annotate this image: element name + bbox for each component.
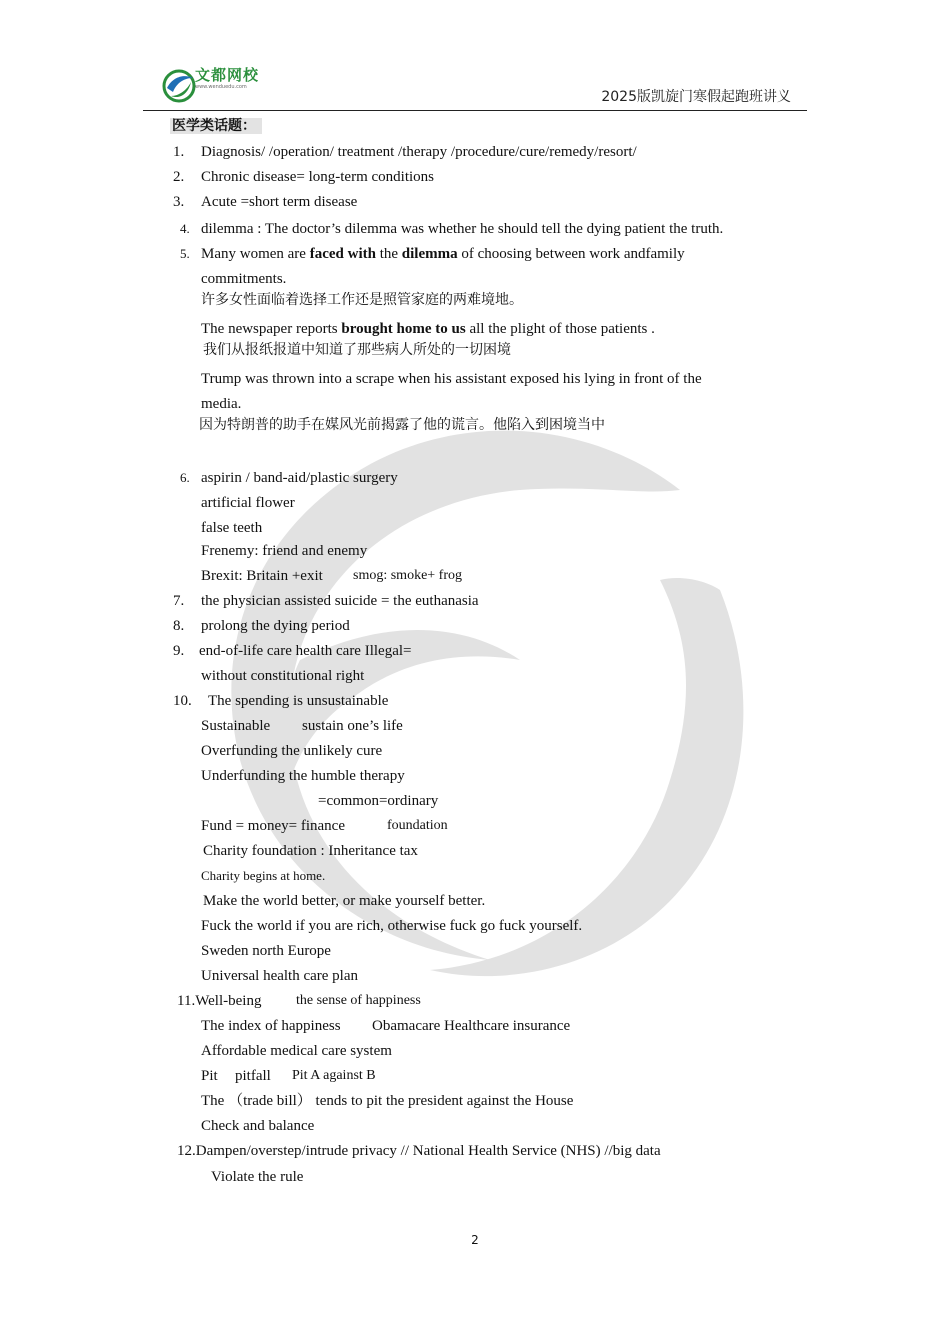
list-item-text: smog: smoke+ frog (353, 568, 462, 583)
list-item-text: The index of happiness (201, 1018, 341, 1034)
list-item-text: Affordable medical care system (201, 1043, 392, 1059)
list-item-text: the physician assisted suicide = the euthanasia (201, 593, 479, 609)
list-item-text: Obamacare Healthcare insurance (372, 1018, 571, 1034)
item-number: 1. (173, 144, 185, 160)
list-item-text: Check and balance (201, 1118, 315, 1134)
bold-phrase: brought home to us (341, 321, 466, 337)
list-item-text: commitments. (201, 271, 287, 287)
item-number: 9. (173, 643, 185, 659)
list-item-text: Fuck the world if you are rich, otherwise fuck go fuck yourself. (201, 918, 583, 934)
list-item-text: Sweden north Europe (201, 943, 331, 959)
list-item-text: Pit A against B (292, 1068, 376, 1083)
item-number: 3. (173, 194, 185, 210)
item-number: 10. (173, 693, 192, 709)
list-item-text: artificial flower (201, 495, 295, 511)
list-item-text: foundation (387, 818, 448, 833)
list-item-text: Make the world better, or make yourself better. (203, 893, 486, 909)
list-item-text: Underfunding the humble therapy (201, 768, 405, 784)
text-run: The newspaper reports (201, 321, 342, 337)
document-title: 2025版凯旋门寒假起跑班讲义 (601, 89, 791, 105)
list-item-text: Charity foundation : Inheritance tax (203, 843, 418, 859)
list-item-text: Sustainable (201, 718, 271, 734)
logo-url: www.wenduedu.com (195, 84, 247, 90)
list-item-text: Diagnosis/ /operation/ treatment /therapy /procedure/cure/remedy/resort/ (201, 144, 637, 160)
chinese-translation: 许多女性面临着选择工作还是照管家庭的两难境地。 (201, 292, 523, 308)
list-item-text: prolong the dying period (201, 618, 350, 634)
list-item-text: Overfunding the unlikely cure (201, 743, 383, 759)
list-item-text: pitfall (235, 1068, 271, 1084)
bold-phrase: dilemma (401, 246, 458, 262)
list-item-text: dilemma : The doctor’s dilemma was whether he should tell the dying patient the truth. (201, 221, 724, 237)
list-item-text: Pit (201, 1068, 218, 1084)
list-item-text: Frenemy: friend and enemy (201, 543, 368, 559)
list-item-text: Fund = money= finance (201, 818, 345, 834)
item-number: 7. (173, 593, 185, 609)
list-item-text: Charity begins at home. (201, 868, 326, 883)
list-item-text: the sense of happiness (296, 993, 421, 1008)
item-number: 6. (180, 470, 190, 485)
list-item-text: Brexit: Britain +exit (201, 568, 323, 584)
list-item-text: The （trade bill） tends to pit the president against the House (201, 1093, 574, 1109)
text-run: Many women are (201, 246, 310, 262)
item-number: 5. (180, 246, 190, 261)
list-item-text (201, 245, 685, 263)
list-item-text: sustain one’s life (302, 718, 403, 734)
item-number: 4. (180, 221, 190, 236)
list-item-text: Acute =short term disease (201, 194, 358, 210)
chinese-translation: 因为特朗普的助手在媒风光前揭露了他的谎言。他陷入到困境当中 (199, 417, 605, 433)
list-item-text: The spending is unsustainable (208, 693, 389, 709)
section-heading: 医学类话题： (170, 118, 262, 134)
text-run: the (375, 246, 402, 262)
item-number: 2. (173, 169, 185, 185)
list-item-text: end-of-life care health care Illegal= (199, 643, 412, 659)
bold-phrase: faced with (309, 246, 376, 262)
list-item (173, 143, 184, 161)
list-item-text: without constitutional right (201, 668, 365, 684)
text-run: all the plight of those patients . (465, 321, 655, 337)
example-sentence: media. (201, 396, 242, 412)
page-number: 2 (471, 1233, 479, 1247)
chinese-translation: 我们从报纸报道中知道了那些病人所处的一切困境 (203, 342, 511, 358)
list-item-text: Universal health care plan (201, 968, 359, 984)
logo-text: 文都网校 (195, 66, 260, 84)
list-item-text: 12.Dampen/overstep/intrude privacy // National Health Service (NHS) //big data (177, 1143, 661, 1159)
item-number: 8. (173, 618, 185, 634)
example-sentence (201, 320, 655, 338)
list-item-text: aspirin / band-aid/plastic surgery (201, 470, 398, 486)
text-run: of choosing between work andfamily (457, 246, 685, 262)
page-header (143, 60, 807, 111)
list-item-text: false teeth (201, 520, 263, 536)
example-sentence: Trump was thrown into a scrape when his assistant exposed his lying in front of the (201, 371, 702, 387)
list-item-text: Violate the rule (211, 1169, 304, 1185)
list-item-text: Chronic disease= long-term conditions (201, 169, 434, 185)
list-item-text: 11.Well-being (177, 993, 262, 1009)
list-item-text: =common=ordinary (318, 793, 439, 809)
